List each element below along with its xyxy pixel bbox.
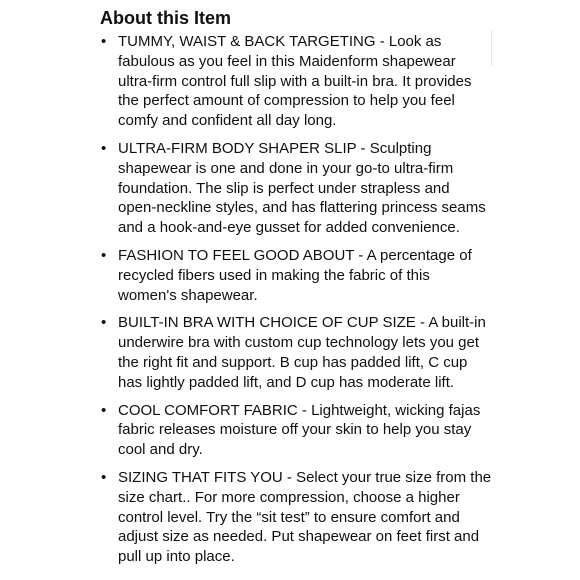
feature-bullet-text: ULTRA-FIRM BODY SHAPER SLIP - Sculpting shapewear is one and done in your go-to ultra-firm foundation. The slip is perfect under strapless and open-neckline styles, and has flattering princess seams and a hook-and-eye gusset for added convenience. xyxy=(118,139,486,237)
bullet-dot-icon: • xyxy=(101,33,107,50)
feature-bullet-item xyxy=(100,401,492,460)
feature-bullet-text: TUMMY, WAIST & BACK TARGETING - Look as fabulous as you feel in this Maidenform shapewear ultra-firm control full slip with a built-in bra. It provides the perfect amount of compression to help you feel comfy and confident all day long. xyxy=(118,33,472,130)
feature-bullet-list xyxy=(100,32,492,575)
feature-bullet-text: BUILT-IN BRA WITH CHOICE OF CUP SIZE - A built-in underwire bra with custom cup technology lets you get the right fit and support. B cup has padded lift, C cup has lightly padded lift, and D cup has moderate lift. xyxy=(118,314,486,391)
feature-bullet-item xyxy=(100,313,492,392)
feature-bullet-text: FASHION TO FEEL GOOD ABOUT - A percentage of recycled fibers used in making the fabric of this women's shapewear. xyxy=(118,246,472,304)
feature-bullet-text: SIZING THAT FITS YOU - Select your true size from the size chart.. For more compression, choose a higher control level. Try the “sit test” to ensure comfort and adjust size as needed. Put shapewear on feet first and pull up into place. xyxy=(118,468,492,566)
feature-bullet-text: COOL COMFORT FABRIC - Lightweight, wicking fajas fabric releases moisture off your skin to help you stay cool and dry. xyxy=(118,401,481,459)
feature-bullet-item xyxy=(100,32,492,131)
bullet-dot-icon: • xyxy=(101,246,107,264)
bullet-dot-icon: • xyxy=(101,314,107,332)
section-title: About this Item xyxy=(100,8,231,28)
feature-bullet-item xyxy=(100,246,492,305)
bullet-dot-icon: • xyxy=(101,468,107,486)
bullet-dot-icon: • xyxy=(101,139,107,157)
bullet-dot-icon: • xyxy=(101,401,107,419)
feature-bullet-item xyxy=(100,468,492,567)
feature-bullet-item xyxy=(100,139,492,238)
